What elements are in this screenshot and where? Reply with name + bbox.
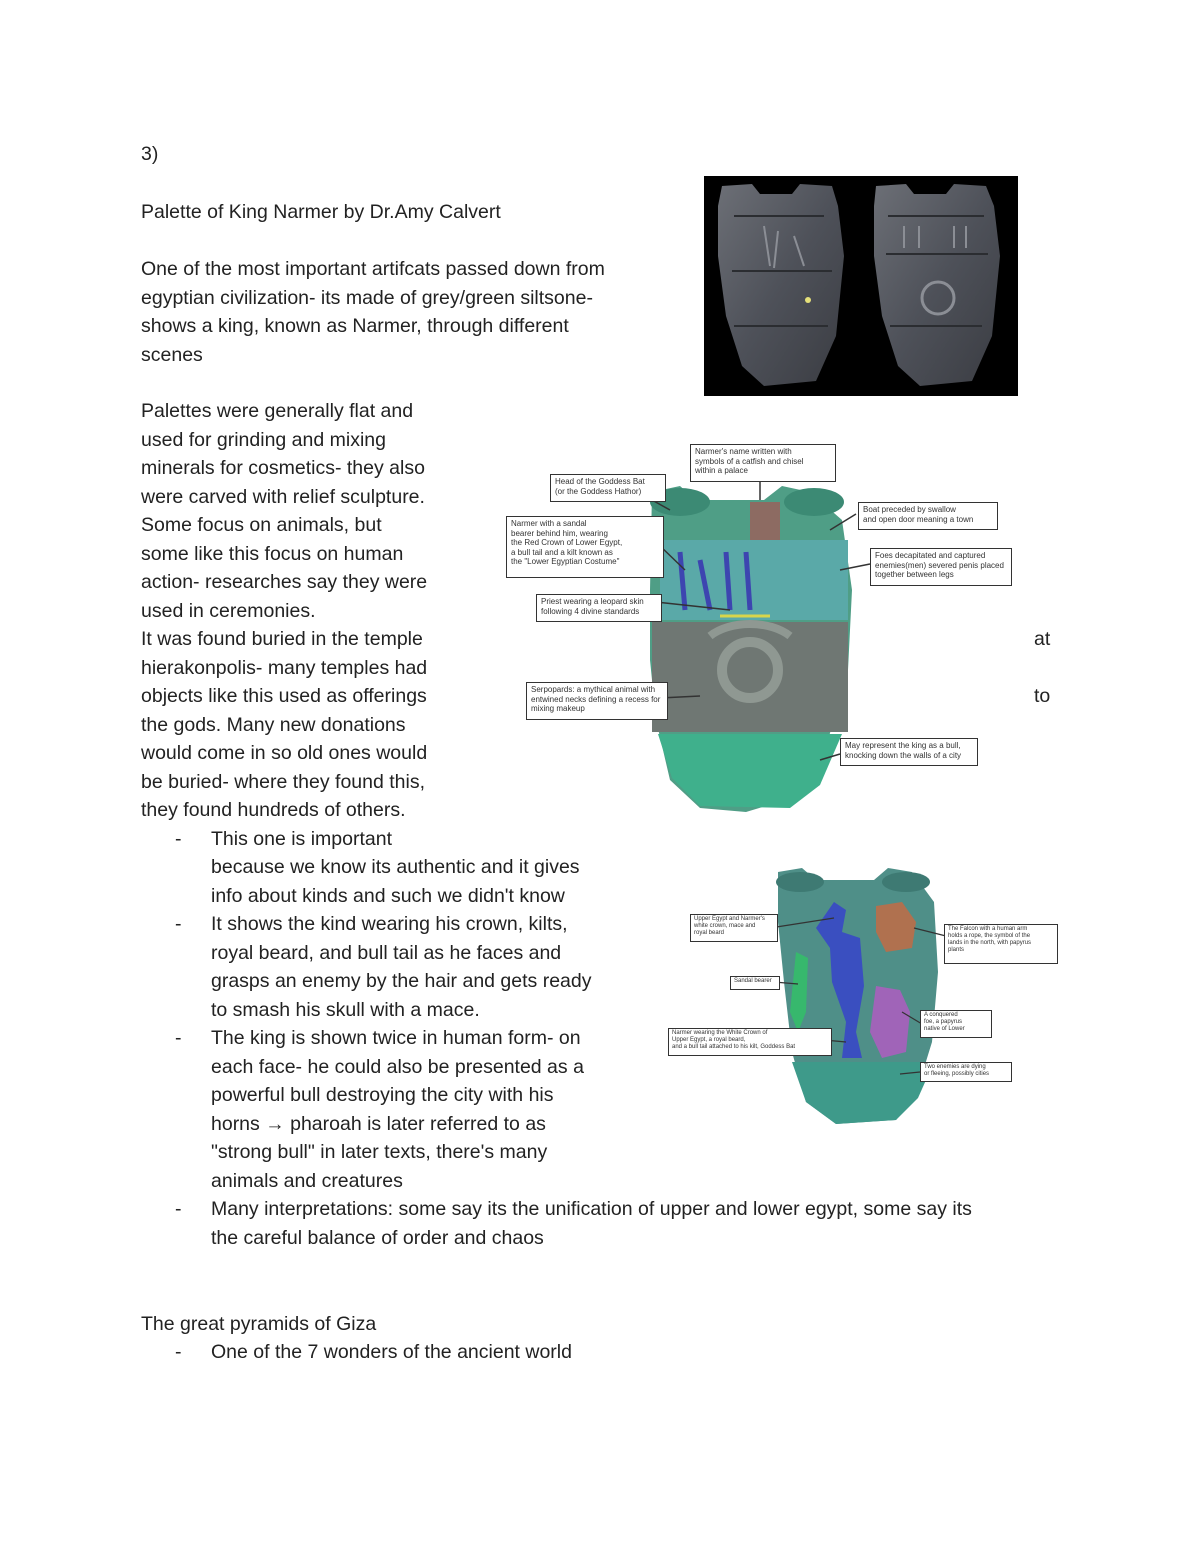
paragraph-line: objects like this used as offerings [141,685,427,707]
callout-label: The Falcon with a human arm holds a rope, the symbol of the lands in the north, with papyrus plants [944,924,1058,964]
paragraph-line: Some focus on animals, but [141,514,382,536]
callout-label: Head of the Goddess Bat (or the Goddess Hathor) [550,474,666,502]
wrapped-word: at [1034,628,1051,650]
paragraph-line: would come in so old ones would [141,742,428,764]
callout-label: May represent the king as a bull, knocking down the walls of a city [840,738,978,766]
pyramids-title: The great pyramids of Giza [141,1313,377,1335]
callout-label: Priest wearing a leopard skin following 4 divine standards [536,594,662,622]
bullet-line: One of the 7 wonders of the ancient world [211,1341,572,1363]
intro-line: egyptian civilization- its made of grey/green siltsone- [141,287,593,309]
paragraph-line: used in ceremonies. [141,600,316,622]
bullet-dash: - [175,1341,182,1363]
callout-label: Foes decapitated and captured enemies(men) severed penis placed together between legs [870,548,1012,586]
callout-label: Sandal bearer [730,976,780,990]
paragraph-line: the gods. Many new donations [141,714,406,736]
palette-back-diagram [500,440,1010,812]
bullet-line: each face- he could also be presented as a [211,1056,584,1078]
paragraph-line: Palettes were generally flat and [141,400,414,422]
callout-label: Boat preceded by swallow and open door meaning a town [858,502,998,530]
bullet-line: "strong bull" in later texts, there's many [211,1141,548,1163]
paragraph-line: were carved with relief sculpture. [141,486,425,508]
bullet-line: This one is important [211,828,392,850]
bullet-line: The king is shown twice in human form- on [211,1027,581,1049]
bullet-line: because we know its authentic and it gives [211,856,580,878]
callout-label: A conquered foe, a papyrus native of Lower [920,1010,992,1038]
intro-line: scenes [141,344,203,366]
callout-label: Two enemies are dying or fleeing, possibly cities [920,1062,1012,1082]
paragraph-line: action- researches say they were [141,571,428,593]
bullet-line: It shows the kind wearing his crown, kilts, [211,913,568,935]
intro-line: shows a king, known as Narmer, through different [141,315,569,337]
bullet-line: royal beard, and bull tail as he faces and [211,942,562,964]
paragraph-line: used for grinding and mixing [141,429,386,451]
bullet-line: the careful balance of order and chaos [211,1227,544,1249]
section-number: 3) [141,143,159,165]
wrapped-word: to [1034,685,1051,707]
paragraph-line: some like this focus on human [141,543,404,565]
bullet-line: Many interpretations: some say its the unification of upper and lower egypt, some say its [211,1198,972,1220]
bullet-dash: - [175,1198,182,1220]
callout-label: Upper Egypt and Narmer's white crown, mace and royal beard [690,914,778,942]
narmer-palette-photo [704,176,1018,396]
bullet-dash: - [175,1027,182,1049]
palette-title: Palette of King Narmer by Dr.Amy Calvert [141,201,501,223]
callout-label: Narmer wearing the White Crown of Upper Egypt, a royal beard, and a bull tail attached to his kilt, Goddess Bat [668,1028,832,1056]
paragraph-line: It was found buried in the temple [141,628,423,650]
bullet-line: to smash his skull with a mace. [211,999,480,1021]
paragraph-line: they found hundreds of others. [141,799,406,821]
bullet-line: powerful bull destroying the city with his [211,1084,554,1106]
callout-label: Narmer's name written with symbols of a catfish and chisel within a palace [690,444,836,482]
bullet-line: info about kinds and such we didn't know [211,885,565,907]
paragraph-line: minerals for cosmetics- they also [141,457,425,479]
bullet-dash: - [175,913,182,935]
bullet-dash: - [175,828,182,850]
paragraph-line: be buried- where they found this, [141,771,426,793]
bullet-line: animals and creatures [211,1170,403,1192]
callout-label: Narmer with a sandal bearer behind him, wearing the Red Crown of Lower Egypt, a bull tail and a kilt known as the "Lower Egyptian Costume" [506,516,664,578]
intro-line: One of the most important artifcats passed down from [141,258,605,280]
bullet-line: horns → pharoah is later referred to as [211,1113,546,1135]
palette-front-diagram [666,862,1056,1126]
callout-label: Serpopards: a mythical animal with entwined necks defining a recess for mixing makeup [526,682,668,720]
bullet-line: grasps an enemy by the hair and gets ready [211,970,592,992]
paragraph-line: hierakonpolis- many temples had [141,657,428,679]
